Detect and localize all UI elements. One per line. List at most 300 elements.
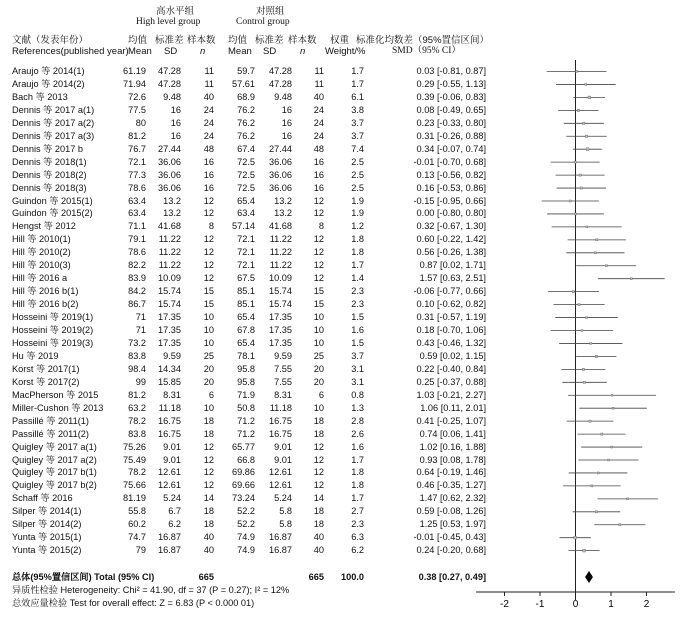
cell-smd: 0.03 [-0.81, 0.87] (416, 66, 486, 76)
group2-title-cn: 对照组 (256, 6, 285, 17)
cell-w: 3.8 (351, 104, 364, 115)
cell-m2: 50.8 (237, 402, 255, 413)
cell-w: 3.7 (351, 117, 364, 128)
cell-smd: 0.31 [-0.57, 1.19] (416, 312, 486, 323)
cell-n1: 18 (203, 415, 214, 426)
cell-study: Hill 等 2010(1) (12, 234, 71, 245)
effect-marker (596, 239, 598, 241)
cell-m1: 74.7 (128, 532, 146, 543)
effect-marker (583, 549, 586, 552)
cell-m2: 69.86 (232, 467, 255, 478)
mean2-header-cn: 均值 (228, 35, 248, 46)
total-label: 总体(95%置信区间) Total (95% CI) (12, 572, 155, 582)
effect-marker (579, 174, 581, 176)
cell-m1: 81.2 (128, 389, 146, 400)
cell-w: 2.3 (351, 519, 364, 530)
cell-w: 1.7 (351, 454, 364, 465)
cell-study: Hosseini 等 2019(3) (12, 337, 94, 348)
cell-s2: 16.75 (269, 428, 292, 439)
cell-n2: 40 (313, 91, 324, 102)
cell-s1: 17.35 (158, 337, 181, 348)
cell-n1: 24 (203, 104, 214, 115)
cell-study: Dennis 等 2018(3) (12, 182, 87, 193)
overall-effect-text: 总效应量检验 Test for overall effect: Z = 6.83 (P < 0.000 01) (12, 598, 255, 608)
cell-smd: 0.43 [-0.46, 1.32] (416, 337, 486, 348)
cell-smd: 1.47 [0.62, 2.32] (419, 493, 486, 504)
effect-marker (611, 446, 613, 448)
cell-study: Araujo 等 2014(1) (12, 66, 85, 76)
cell-m2: 65.4 (237, 337, 255, 348)
cell-n1: 48 (203, 143, 214, 154)
cell-smd: 0.56 [-0.26, 1.38] (416, 247, 486, 258)
cell-m1: 71.94 (123, 78, 146, 89)
cell-n1: 14 (203, 493, 214, 504)
cell-s2: 7.55 (274, 376, 292, 387)
total-smd: 0.38 [0.27, 0.49] (418, 572, 486, 582)
sd1-header-en: SD (164, 46, 178, 57)
effect-marker (612, 407, 614, 409)
cell-w: 2.5 (351, 182, 364, 193)
cell-s2: 12.61 (269, 467, 292, 478)
cell-study: Hill 等 2016 b(2) (12, 299, 79, 310)
sd2-header-cn: 标准差 (255, 35, 284, 46)
cell-n2: 18 (313, 506, 324, 517)
effect-marker (586, 226, 588, 228)
cell-n2: 11 (314, 78, 324, 89)
cell-n2: 6 (318, 389, 324, 400)
cell-n2: 11 (314, 66, 324, 76)
cell-s2: 16.75 (269, 415, 292, 426)
cell-n2: 24 (313, 104, 324, 115)
cell-n2: 12 (313, 208, 324, 219)
cell-m1: 63.2 (128, 402, 146, 413)
n1-header-cn: 样本数 (187, 35, 216, 46)
cell-m1: 61.19 (123, 66, 146, 76)
cell-n1: 12 (203, 480, 214, 491)
cell-s2: 47.28 (269, 66, 292, 76)
cell-study: Schaff 等 2016 (12, 493, 73, 504)
cell-w: 2.5 (351, 156, 364, 167)
cell-n1: 11 (204, 66, 214, 76)
group2-title-en: Control group (236, 17, 290, 27)
cell-study: Silper 等 2014(1) (12, 506, 82, 517)
cell-smd: 1.02 [0.16, 1.88] (419, 441, 486, 452)
cell-m1: 86.7 (128, 299, 146, 310)
cell-m1: 72.1 (128, 156, 146, 167)
cell-w: 1.5 (351, 337, 364, 348)
cell-w: 1.7 (351, 66, 364, 76)
cell-s1: 27.44 (158, 143, 181, 154)
cell-study: Silper 等 2014(2) (12, 519, 82, 530)
heterogeneity-text: 异质性检验 Heterogeneity: Chi² = 41.90, df = 37 (P = 0.27); I² = 12% (12, 585, 290, 595)
cell-s1: 16.87 (158, 545, 181, 556)
smd-header-cn: 标准化均数差（95%置信区间） (356, 35, 490, 46)
cell-w: 1.8 (351, 247, 364, 258)
cell-study: Dennis 等 2017 a(2) (12, 117, 95, 128)
cell-m2: 95.8 (237, 376, 255, 387)
cell-m2: 72.5 (237, 169, 255, 180)
effect-marker (589, 420, 591, 422)
cell-n1: 16 (203, 169, 214, 180)
cell-n1: 20 (203, 363, 214, 374)
cell-study: Hill 等 2010(3) (12, 260, 71, 271)
cell-w: 1.6 (351, 325, 364, 335)
cell-m2: 72.1 (237, 234, 255, 245)
cell-n1: 15 (203, 299, 214, 310)
cell-smd: -0.06 [-0.77, 0.66] (413, 286, 486, 297)
cell-s1: 16 (170, 117, 181, 128)
cell-smd: 0.32 [-0.67, 1.30] (416, 221, 486, 232)
cell-n2: 40 (313, 545, 324, 556)
cell-study: Passillé 等 2011(2) (12, 428, 89, 439)
cell-m2: 57.61 (232, 78, 255, 89)
cell-m2: 72.1 (237, 247, 255, 258)
cell-n2: 40 (313, 532, 324, 543)
cell-m2: 72.5 (237, 156, 255, 167)
cell-m1: 79.1 (128, 234, 146, 245)
effect-marker (619, 524, 621, 526)
cell-study: Yunta 等 2015(1) (12, 532, 82, 543)
study-header-en: References(published year) (12, 46, 129, 57)
cell-study: Hosseini 等 2019(2) (12, 325, 94, 335)
weight-header-cn: 权重 (330, 35, 350, 46)
cell-smd: 0.13 [-0.56, 0.82] (416, 169, 486, 180)
cell-n1: 16 (203, 156, 214, 167)
effect-marker (574, 161, 576, 163)
effect-marker (586, 148, 589, 151)
cell-s2: 10.09 (269, 273, 292, 284)
cell-m1: 99 (135, 376, 146, 387)
cell-w: 6.3 (351, 532, 364, 543)
cell-study: Guindon 等 2015(1) (12, 195, 93, 206)
cell-m1: 79 (135, 545, 146, 556)
cell-smd: 0.08 [-0.49, 0.65] (416, 104, 486, 115)
cell-m1: 81.19 (123, 493, 146, 504)
effect-marker (576, 71, 578, 73)
cell-w: 1.5 (351, 312, 364, 323)
cell-m2: 63.4 (237, 208, 255, 219)
cell-w: 1.7 (351, 493, 364, 504)
cell-s1: 11.22 (158, 260, 181, 271)
cell-n1: 12 (203, 454, 214, 465)
cell-n1: 24 (203, 130, 214, 141)
cell-m2: 76.2 (237, 117, 255, 128)
cell-n2: 10 (313, 325, 324, 335)
cell-study: Korst 等 2017(2) (12, 376, 80, 387)
cell-study: Passillé 等 2011(1) (12, 415, 89, 426)
cell-s2: 36.06 (269, 156, 292, 167)
cell-n1: 40 (203, 91, 214, 102)
cell-n2: 12 (313, 467, 324, 478)
cell-n2: 24 (313, 130, 324, 141)
cell-s2: 16 (281, 130, 292, 141)
cell-m2: 71.2 (237, 428, 255, 439)
cell-m2: 52.2 (237, 506, 255, 517)
cell-n1: 10 (203, 402, 214, 413)
cell-n1: 12 (203, 247, 214, 258)
cell-smd: 0.25 [-0.37, 0.88] (416, 376, 486, 387)
cell-s1: 11.22 (158, 247, 181, 258)
cell-m2: 85.1 (237, 286, 255, 297)
cell-m1: 75.49 (123, 454, 146, 465)
cell-m2: 71.2 (237, 415, 255, 426)
cell-smd: 0.10 [-0.62, 0.82] (416, 299, 486, 310)
cell-w: 2.7 (351, 506, 364, 517)
x-tick-label: 1 (608, 599, 614, 610)
cell-s2: 27.44 (269, 143, 292, 154)
cell-s2: 12.61 (269, 480, 292, 491)
cell-n2: 12 (313, 195, 324, 206)
effect-marker (595, 511, 597, 513)
cell-n1: 12 (203, 234, 214, 245)
cell-n1: 10 (203, 312, 214, 323)
x-tick-label: -1 (535, 599, 545, 610)
cell-smd: 1.06 [0.11, 2.01] (420, 402, 486, 413)
cell-m1: 71 (135, 325, 146, 335)
cell-study: Dennis 等 2017 b (12, 143, 83, 154)
cell-m1: 80 (135, 117, 146, 128)
cell-study: Hill 等 2010(2) (12, 247, 71, 258)
cell-m2: 95.8 (237, 363, 255, 374)
cell-smd: 0.46 [-0.35, 1.27] (416, 480, 486, 491)
effect-marker (583, 381, 585, 383)
cell-n2: 12 (313, 260, 324, 271)
total-weight: 100.0 (341, 572, 364, 582)
cell-w: 2.3 (351, 299, 364, 310)
cell-m2: 57.14 (232, 221, 255, 232)
cell-n2: 18 (313, 415, 324, 426)
cell-n2: 10 (313, 312, 324, 323)
cell-n2: 18 (313, 519, 324, 530)
cell-m1: 83.8 (128, 428, 146, 439)
cell-s1: 13.2 (163, 195, 181, 206)
cell-s1: 10.09 (158, 273, 181, 284)
cell-s2: 47.28 (269, 78, 292, 89)
cell-n2: 16 (313, 156, 324, 167)
cell-w: 1.2 (351, 221, 364, 232)
cell-w: 3.1 (351, 363, 364, 374)
cell-w: 0.8 (351, 389, 364, 400)
cell-smd: 0.31 [-0.26, 0.88] (416, 130, 486, 141)
cell-n1: 8 (208, 221, 214, 232)
cell-s2: 9.01 (274, 441, 292, 452)
x-tick-label: 0 (572, 599, 579, 610)
cell-m2: 65.77 (232, 441, 255, 452)
cell-m1: 75.26 (123, 441, 146, 452)
cell-s2: 11.22 (269, 247, 292, 258)
cell-study: Hosseini 等 2019(1) (12, 312, 94, 323)
cell-m1: 81.2 (128, 130, 146, 141)
effect-marker (627, 498, 629, 500)
cell-study: Dennis 等 2017 a(3) (12, 130, 95, 141)
cell-s2: 36.06 (269, 169, 292, 180)
cell-s2: 36.06 (269, 182, 292, 193)
cell-n1: 18 (203, 519, 214, 530)
cell-s2: 16.87 (269, 532, 292, 543)
cell-m2: 72.1 (237, 260, 255, 271)
cell-s2: 5.24 (274, 493, 292, 504)
cell-study: Dennis 等 2017 a(1) (12, 104, 95, 115)
effect-marker (594, 252, 596, 254)
cell-n1: 12 (203, 260, 214, 271)
cell-study: Araujo 等 2014(2) (12, 78, 85, 89)
cell-n1: 20 (203, 376, 214, 387)
cell-m1: 77.3 (128, 169, 146, 180)
cell-w: 6.1 (351, 91, 364, 102)
cell-m2: 71.9 (237, 389, 255, 400)
cell-n1: 10 (203, 337, 214, 348)
cell-w: 3.7 (351, 350, 364, 361)
cell-s2: 16 (281, 117, 292, 128)
cell-smd: -0.15 [-0.95, 0.66] (413, 195, 486, 206)
effect-marker (577, 109, 579, 111)
cell-m2: 66.8 (237, 454, 255, 465)
n2-header-cn: 样本数 (288, 35, 317, 46)
cell-n2: 12 (313, 480, 324, 491)
cell-n1: 12 (203, 273, 214, 284)
cell-m2: 76.2 (237, 130, 255, 141)
cell-s2: 5.8 (279, 519, 292, 530)
cell-m1: 71.1 (128, 221, 146, 232)
cell-m1: 76.7 (128, 143, 146, 154)
cell-s2: 16.87 (269, 545, 292, 556)
effect-marker (582, 368, 584, 370)
cell-s2: 13.2 (274, 208, 292, 219)
cell-w: 1.7 (351, 260, 364, 271)
cell-smd: 0.24 [-0.20, 0.68] (416, 545, 486, 556)
cell-s2: 11.22 (269, 234, 292, 245)
cell-s1: 16.75 (158, 428, 181, 439)
cell-w: 1.9 (351, 195, 364, 206)
cell-m2: 69.66 (232, 480, 255, 491)
effect-marker (590, 342, 592, 344)
cell-m1: 63.4 (128, 195, 146, 206)
cell-w: 1.8 (351, 480, 364, 491)
cell-n2: 18 (313, 428, 324, 439)
cell-m2: 74.9 (237, 545, 255, 556)
total-n2: 665 (308, 572, 324, 582)
cell-study: Quigley 等 2017 a(1) (12, 441, 97, 452)
cell-n1: 40 (203, 532, 214, 543)
cell-n1: 18 (203, 428, 214, 439)
cell-s2: 11.22 (269, 260, 292, 271)
cell-s1: 11.18 (158, 402, 181, 413)
cell-m1: 72.6 (128, 91, 146, 102)
cell-smd: 1.25 [0.53, 1.97] (419, 519, 486, 530)
cell-n2: 12 (313, 441, 324, 452)
cell-n2: 20 (313, 376, 324, 387)
cell-m2: 67.4 (237, 143, 255, 154)
study-header-cn: 文献（发表年份） (12, 35, 89, 46)
cell-n2: 20 (313, 363, 324, 374)
mean2-header-en: Mean (228, 46, 252, 57)
cell-m2: 73.24 (232, 493, 255, 504)
cell-s2: 7.55 (274, 363, 292, 374)
cell-w: 2.5 (351, 169, 364, 180)
cell-s1: 41.68 (158, 221, 181, 232)
cell-m2: 67.5 (237, 273, 255, 284)
cell-w: 1.4 (351, 273, 364, 284)
cell-m2: 65.4 (237, 195, 255, 206)
cell-n1: 24 (203, 117, 214, 128)
cell-smd: 0.64 [-0.19, 1.46] (416, 467, 486, 478)
cell-smd: 0.41 [-0.25, 1.07] (416, 415, 486, 426)
cell-s1: 17.35 (158, 325, 181, 335)
effect-marker (597, 472, 599, 474)
effect-marker (595, 355, 597, 357)
cell-m1: 78.2 (128, 415, 146, 426)
cell-smd: 1.57 [0.63, 2.51] (419, 273, 486, 284)
cell-n1: 12 (203, 195, 214, 206)
cell-s2: 13.2 (274, 195, 292, 206)
cell-m1: 84.2 (128, 286, 146, 297)
cell-s1: 36.06 (158, 169, 181, 180)
cell-smd: 0.29 [-0.55, 1.13] (416, 78, 486, 89)
cell-smd: 0.18 [-0.70, 1.06] (416, 325, 486, 335)
cell-s1: 36.06 (158, 156, 181, 167)
cell-n2: 8 (318, 221, 324, 232)
cell-m1: 78.6 (128, 247, 146, 258)
cell-study: Quigley 等 2017 b(2) (12, 480, 97, 491)
cell-n2: 12 (313, 454, 324, 465)
cell-s1: 12.61 (158, 467, 181, 478)
cell-s1: 16.87 (158, 532, 181, 543)
cell-m2: 52.2 (237, 519, 255, 530)
cell-smd: 0.22 [-0.40, 0.84] (416, 363, 486, 374)
cell-smd: -0.01 [-0.70, 0.68] (413, 156, 486, 167)
cell-m2: 85.1 (237, 299, 255, 310)
cell-s2: 9.59 (274, 350, 292, 361)
cell-m1: 60.2 (128, 519, 146, 530)
cell-w: 2.6 (351, 428, 364, 439)
cell-study: Hu 等 2019 (12, 350, 59, 361)
cell-s2: 17.35 (269, 325, 292, 335)
cell-m2: 67.8 (237, 325, 255, 335)
cell-m1: 78.2 (128, 467, 146, 478)
cell-s1: 6.2 (168, 519, 181, 530)
cell-study: Guindon 等 2015(2) (12, 208, 93, 219)
cell-study: MacPherson 等 2015 (12, 389, 99, 400)
cell-n2: 12 (313, 234, 324, 245)
cell-smd: 0.34 [-0.07, 0.74] (416, 143, 486, 154)
cell-smd: 0.60 [-0.22, 1.42] (416, 234, 486, 245)
sd2-header-en: SD (263, 46, 277, 57)
effect-marker (574, 213, 576, 215)
cell-study: Bach 等 2013 (12, 91, 68, 102)
cell-n2: 10 (313, 337, 324, 348)
cell-s2: 17.35 (269, 337, 292, 348)
cell-w: 6.2 (351, 545, 364, 556)
cell-smd: 0.59 [0.02, 1.15] (419, 350, 486, 361)
cell-n1: 12 (203, 467, 214, 478)
cell-n1: 10 (203, 325, 214, 335)
cell-s1: 9.48 (163, 91, 181, 102)
cell-n1: 15 (203, 286, 214, 297)
cell-s1: 11.22 (158, 234, 181, 245)
cell-smd: 0.16 [-0.53, 0.86] (416, 182, 486, 193)
cell-w: 1.7 (351, 78, 364, 89)
weight-header-en: Weight/% (325, 46, 366, 57)
cell-s1: 47.28 (158, 78, 181, 89)
cell-w: 1.8 (351, 467, 364, 478)
cell-smd: 0.93 [0.08, 1.78] (419, 454, 486, 465)
mean1-header-cn: 均值 (128, 35, 148, 46)
cell-n1: 18 (203, 506, 214, 517)
cell-m1: 83.9 (128, 273, 146, 284)
cell-m2: 59.7 (237, 66, 255, 76)
cell-s2: 9.48 (274, 91, 292, 102)
x-tick-label: 2 (643, 599, 650, 610)
